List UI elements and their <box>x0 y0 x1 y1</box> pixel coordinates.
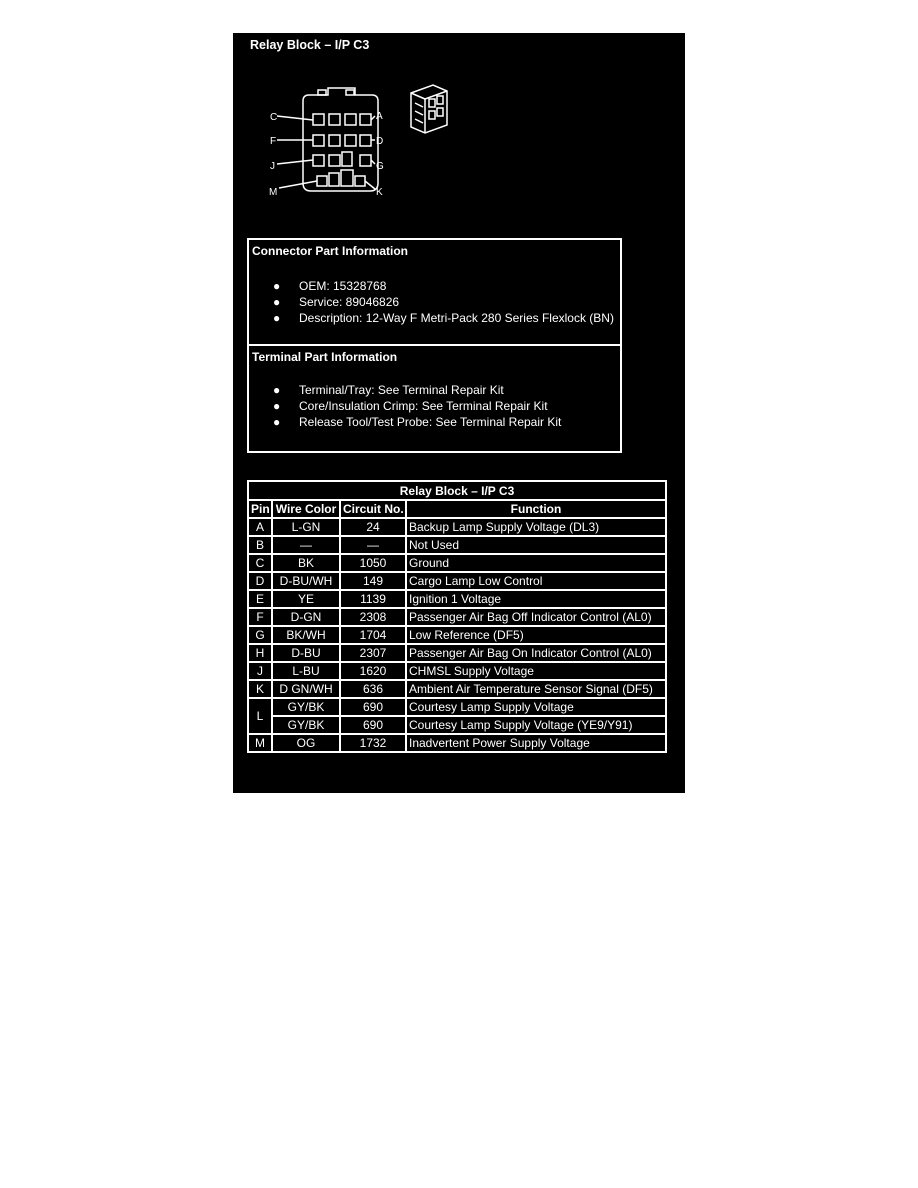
connector-info-box <box>247 238 622 346</box>
table-row: H D-BU 2307 Passenger Air Bag On Indicator Control (AL0) <box>248 644 666 662</box>
column-header-circuit: Circuit No. <box>340 500 406 518</box>
connector-info-heading: Connector Part Information <box>252 244 409 258</box>
table-row: J L-BU 1620 CHMSL Supply Voltage <box>248 662 666 680</box>
pin-label-a: A <box>376 111 383 122</box>
table-row: L GY/BK 690 Courtesy Lamp Supply Voltage <box>248 698 666 716</box>
pinout-table <box>247 480 667 753</box>
table-row: F D-GN 2308 Passenger Air Bag Off Indicator Control (AL0) <box>248 608 666 626</box>
column-header-pin: Pin <box>248 500 272 518</box>
list-item: ● OEM: 15328768 <box>273 279 387 293</box>
page-title: Relay Block – I/P C3 <box>250 38 370 52</box>
list-item: ● Description: 12-Way F Metri-Pack 280 Series Flexlock (BN) <box>273 311 614 325</box>
table-row: K D GN/WH 636 Ambient Air Temperature Sensor Signal (DF5) <box>248 680 666 698</box>
column-header-function: Function <box>406 500 666 518</box>
table-row: C BK 1050 Ground <box>248 554 666 572</box>
list-item: ● Release Tool/Test Probe: See Terminal Repair Kit <box>273 415 562 429</box>
list-item: ● Core/Insulation Crimp: See Terminal Repair Kit <box>273 399 548 413</box>
pin-label-c: C <box>270 112 278 123</box>
terminal-info-box <box>247 344 622 453</box>
connector-panel <box>233 33 685 793</box>
table-row: D D-BU/WH 149 Cargo Lamp Low Control <box>248 572 666 590</box>
connector-diagram <box>233 33 685 233</box>
pin-label-d: D <box>376 136 384 147</box>
pin-label-f: F <box>270 136 277 147</box>
pin-label-g: G <box>376 161 384 172</box>
table-row: E YE 1139 Ignition 1 Voltage <box>248 590 666 608</box>
list-item: ● Service: 89046826 <box>273 295 400 309</box>
table-row: A L-GN 24 Backup Lamp Supply Voltage (DL3) <box>248 518 666 536</box>
table-row: M OG 1732 Inadvertent Power Supply Voltage <box>248 734 666 752</box>
column-header-wire-color: Wire Color <box>272 500 340 518</box>
pin-label-m: M <box>269 187 278 198</box>
table-row: GY/BK 690 Courtesy Lamp Supply Voltage (YE9/Y91) <box>248 716 666 734</box>
pin-label-k: K <box>376 187 383 198</box>
table-row: G BK/WH 1704 Low Reference (DF5) <box>248 626 666 644</box>
table-row: B — — Not Used <box>248 536 666 554</box>
terminal-info-heading: Terminal Part Information <box>252 350 398 364</box>
list-item: ● Terminal/Tray: See Terminal Repair Kit <box>273 383 504 397</box>
table-caption: Relay Block – I/P C3 <box>248 481 666 500</box>
pin-label-j: J <box>270 161 275 172</box>
